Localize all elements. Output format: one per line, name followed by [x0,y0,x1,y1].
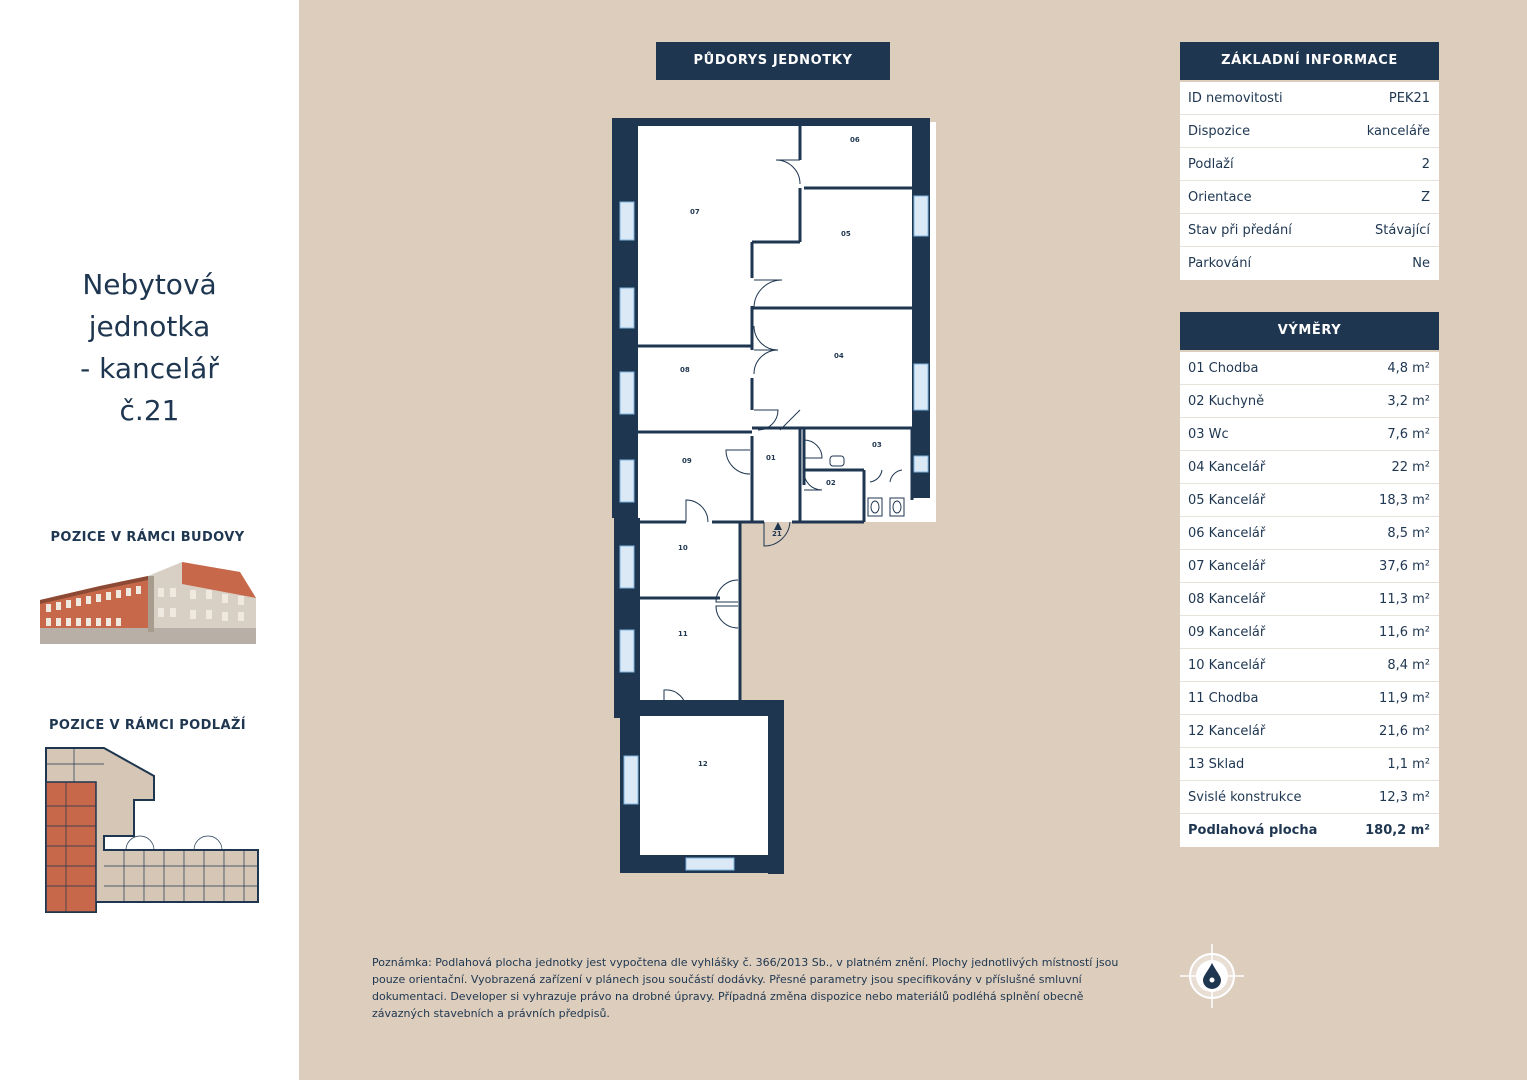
row-label: 06 Kancelář [1188,525,1266,541]
row-value: kanceláře [1366,123,1430,139]
row-label: ID nemovitosti [1188,90,1283,106]
row-label: 03 Wc [1188,426,1229,442]
table-row [1180,484,1439,517]
table-row [1180,748,1439,781]
building-position-heading: POZICE V RÁMCI BUDOVY [50,530,245,545]
row-value: 37,6 m² [1379,558,1430,574]
table-row [1180,451,1439,484]
areas-heading: VÝMĚRY [1180,312,1439,350]
table-row [1180,616,1439,649]
table-row [1180,781,1439,814]
room-label: 10 [678,544,688,552]
row-value: 18,3 m² [1379,492,1430,508]
row-value: 1,1 m² [1387,756,1430,772]
table-row [1180,682,1439,715]
total-value: 180,2 m² [1365,823,1430,838]
row-value: 11,3 m² [1379,591,1430,607]
room-label: 09 [682,457,692,465]
row-value: Ne [1412,256,1430,271]
unit-title-line: - kancelář [80,352,219,385]
row-label: 12 Kancelář [1188,723,1266,739]
row-label: 01 Chodba [1188,360,1259,376]
entrance-marker [774,522,782,530]
row-label: Podlaží [1188,156,1234,172]
row-label: 13 Sklad [1188,756,1245,772]
row-label: 04 Kancelář [1188,459,1266,475]
sidebar [0,0,299,1080]
row-label: Parkování [1188,256,1252,271]
row-value: 11,6 m² [1379,624,1430,640]
table-row [1180,715,1439,748]
total-row [1180,814,1439,847]
row-label: Svislé konstrukce [1188,789,1302,805]
room-label: 07 [690,208,700,216]
entrance-label: 21 [772,530,782,538]
row-value: 12,3 m² [1379,789,1430,805]
table-row [1180,385,1439,418]
basic-info-heading: ZÁKLADNÍ INFORMACE [1180,42,1439,80]
table-row [1180,352,1439,385]
row-label: 05 Kancelář [1188,492,1266,508]
unit-title-line: jednotka [88,310,211,343]
row-label: 02 Kuchyně [1188,393,1265,409]
row-value: 4,8 m² [1387,360,1430,376]
floor-plan [600,110,940,880]
row-label: 07 Kancelář [1188,558,1266,574]
row-label: 10 Kancelář [1188,657,1266,673]
row-value: Stávající [1375,222,1430,238]
table-row [1180,418,1439,451]
table-row [1180,148,1439,181]
disclaimer-note: Poznámka: Podlahová plocha jednotky jest vypočtena dle vyhlášky č. 366/2013 Sb., v platném znění. Plochy jednotlivých místností jsou pouze orientační. Vyobrazená zařízení v plánech jsou součástí dodávky. Přesné parametry jsou specifikovány v příslušné smluvní dokumentaci. Developer si vyhrazuje právo na drobné úpravy. Případná změna dispozice nebo materiálů podléhá splnění obecně závazných stavebních a právních předpisů. [372,956,1119,1020]
unit-title-line: Nebytová [82,268,217,301]
table-row [1180,517,1439,550]
row-label: 11 Chodba [1188,690,1259,706]
areas-table [1180,352,1439,847]
room-label: 04 [834,352,844,360]
floor-plan-heading: PŮDORYS JEDNOTKY [656,42,890,80]
room-label: 03 [872,441,882,449]
row-value: 7,6 m² [1387,426,1430,442]
row-label: Orientace [1188,189,1252,205]
total-label: Podlahová plocha [1188,823,1318,838]
row-label: Dispozice [1188,123,1251,139]
room-label: 11 [678,630,688,638]
table-row [1180,247,1439,280]
table-row [1180,214,1439,247]
floor-position-plan [44,746,260,914]
table-row [1180,82,1439,115]
building-image [40,558,258,646]
row-value: Z [1421,189,1430,205]
room-label: 01 [766,454,776,462]
compass-icon [1178,942,1246,1010]
table-row [1180,649,1439,682]
floor-position-heading: POZICE V RÁMCI PODLAŽÍ [48,718,247,733]
row-value: 8,4 m² [1387,657,1430,673]
row-value: 2 [1421,156,1430,172]
unit-title [0,264,299,432]
row-value: PEK21 [1388,90,1430,106]
room-label: 08 [680,366,690,374]
room-label: 06 [850,136,860,144]
row-value: 21,6 m² [1379,723,1430,739]
table-row [1180,550,1439,583]
table-row [1180,115,1439,148]
row-label: Stav při předání [1188,222,1292,238]
table-row [1180,181,1439,214]
unit-title-line: č.21 [119,394,180,427]
room-label: 05 [841,230,851,238]
row-label: 08 Kancelář [1188,591,1266,607]
row-value: 22 m² [1391,459,1430,475]
row-label: 09 Kancelář [1188,624,1266,640]
basic-info-table [1180,82,1439,280]
room-label: 12 [698,760,708,768]
row-value: 3,2 m² [1387,393,1430,409]
table-row [1180,583,1439,616]
room-label: 02 [826,479,836,487]
row-value: 8,5 m² [1387,525,1430,541]
row-value: 11,9 m² [1379,690,1430,706]
